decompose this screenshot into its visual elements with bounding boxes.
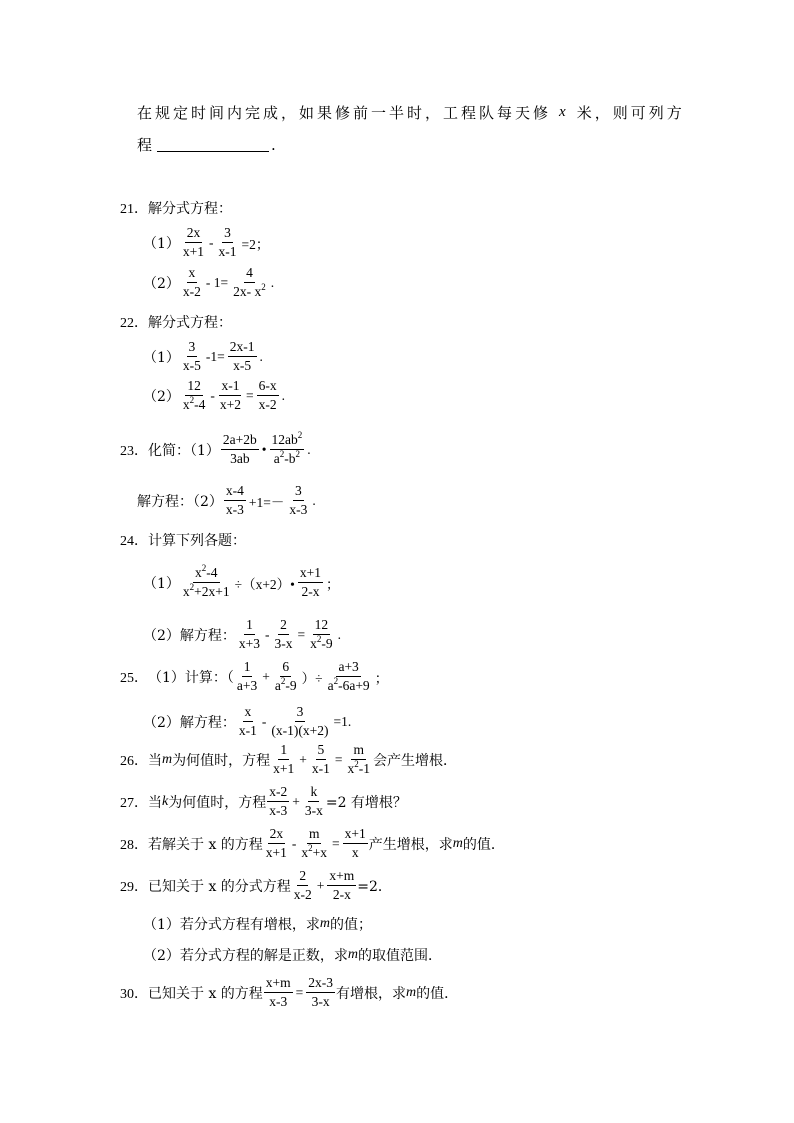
- operator: ）÷: [301, 670, 323, 686]
- text: 已知关于 x 的方程: [148, 985, 263, 1002]
- q21-part1: [143, 225, 271, 260]
- fraction: $\frac{m}{x^2+x}$: [301, 826, 328, 860]
- fraction: $\frac{1}{x+3}$: [238, 617, 261, 651]
- text: 若解关于 x 的方程: [148, 836, 263, 853]
- end: .: [270, 274, 275, 290]
- text: 当: [148, 752, 162, 769]
- end: .: [312, 492, 316, 508]
- answer-blank: [157, 137, 269, 152]
- intro-text-end: 米，则可列方: [576, 104, 685, 122]
- operator: -: [261, 713, 267, 729]
- operator: +: [316, 877, 325, 893]
- q21-part2: [143, 265, 276, 300]
- operator: ÷（x+2）•: [234, 576, 295, 592]
- q22-part2: [143, 378, 287, 413]
- part-label: （2）: [143, 275, 180, 292]
- operator: •: [261, 441, 267, 457]
- question-number: 25．: [120, 670, 148, 686]
- text: 当: [148, 794, 162, 811]
- fraction: $\frac{x}{x-1}$: [238, 704, 257, 738]
- fraction: $\frac{12}{x^2-4}$: [182, 378, 206, 412]
- fraction: $\frac{2x}{x+1}$: [265, 826, 287, 860]
- question-number: 27．: [120, 795, 148, 811]
- operator: =: [295, 984, 304, 1000]
- part-label: （2）: [143, 388, 180, 405]
- fraction: $\frac{x+m}{2-x}$: [329, 868, 355, 902]
- fraction: $\frac{x-1}{x+2}$: [219, 378, 242, 412]
- fraction: $\frac{6-x}{x-2}$: [258, 378, 277, 412]
- text: （1）若分式方程有增根，求: [143, 917, 320, 933]
- operator: -: [291, 835, 297, 851]
- fraction: $\frac{3}{x-1}$: [218, 225, 237, 259]
- operator: - 1=: [205, 274, 229, 290]
- fraction: $\frac{6}{a^2-9}$: [274, 659, 297, 693]
- question-number: 28．: [120, 837, 148, 853]
- operator: =: [334, 751, 343, 767]
- text: 有增根，求: [336, 985, 407, 1002]
- fraction: $\frac{2x-1}{x-5}$: [229, 339, 255, 373]
- q26: [120, 742, 457, 777]
- variable: m: [162, 751, 173, 767]
- text: 的值．: [416, 985, 459, 1002]
- q25-part1: [120, 659, 390, 694]
- q21-title: [120, 198, 232, 218]
- intro-line-1: [137, 102, 685, 123]
- operator: =: [246, 387, 254, 403]
- q22-part1: [143, 339, 265, 374]
- q30: [120, 975, 458, 1010]
- text: =2 有增根？: [325, 794, 407, 811]
- fraction: $\frac{a+3}{a^2-6a+9}$: [327, 659, 370, 693]
- text: 的值．: [462, 836, 505, 853]
- operator: -1=: [205, 348, 225, 364]
- operator: +: [292, 793, 300, 809]
- fraction: $\frac{x+1}{x}$: [344, 826, 366, 860]
- fraction: $\frac{x-4}{x-3}$: [225, 483, 244, 517]
- operator: -: [210, 387, 215, 403]
- part-label: （2）解方程：: [143, 714, 236, 731]
- question-title: 化简：（1）: [148, 442, 220, 459]
- text: 会产生增根．: [373, 752, 457, 769]
- question-title: 解分式方程：: [148, 201, 232, 217]
- operator: +: [262, 668, 270, 684]
- rhs: =2；: [241, 236, 270, 252]
- text: 的取值范围．: [358, 948, 443, 964]
- fraction: $\frac{5}{x-1}$: [311, 742, 330, 776]
- operator: =: [297, 626, 306, 642]
- fraction: $\frac{3}{x-3}$: [289, 483, 308, 517]
- text: 为何值时，方程: [168, 794, 267, 811]
- text: 为何值时，方程: [172, 752, 271, 769]
- part-label: （1）: [143, 349, 180, 366]
- fraction: $\frac{3}{x-5}$: [182, 339, 201, 373]
- end: .: [307, 441, 311, 457]
- question-number: 23．: [120, 443, 148, 459]
- text: 已知关于 x 的分式方程: [148, 878, 291, 895]
- fraction: $\frac{2}{3-x}$: [274, 617, 293, 651]
- q29-sub2: [143, 945, 442, 965]
- text: =2．: [357, 878, 392, 895]
- end: ；: [374, 670, 389, 686]
- operator: +1=－: [248, 494, 285, 510]
- fraction: $\frac{2x-3}{3-x}$: [308, 975, 334, 1009]
- fraction: $\frac{1}{x+1}$: [273, 742, 295, 776]
- fraction: $\frac{4}{2x- x^2}$: [233, 265, 266, 299]
- fraction: $\frac{k}{3-x}$: [304, 784, 323, 818]
- q23-part1: [120, 432, 313, 467]
- intro-var: x: [559, 104, 569, 120]
- question-number: 26．: [120, 753, 148, 769]
- variable: m: [347, 947, 359, 962]
- fraction: $\frac{1}{a+3}$: [236, 659, 258, 693]
- question-title: （1）计算：（: [148, 669, 234, 686]
- variable: k: [162, 793, 169, 809]
- intro-line2-text: 程: [137, 136, 156, 154]
- variable: m: [406, 984, 417, 1000]
- question-number: 29．: [120, 879, 148, 895]
- q29: [120, 868, 392, 903]
- variable: m: [452, 835, 463, 851]
- q25-part2: [143, 704, 353, 739]
- fraction: $\frac{x+m}{x-3}$: [265, 975, 291, 1009]
- part-label: （2）解方程：: [143, 627, 236, 644]
- fraction: $\frac{x-2}{x-3}$: [269, 784, 288, 818]
- fraction: $\frac{x+1}{2-x}$: [299, 565, 322, 599]
- intro-line2-end: .: [271, 135, 279, 154]
- part-label: （1）: [143, 235, 180, 252]
- intro-line-2: [137, 134, 279, 155]
- question-number: 30．: [120, 986, 148, 1002]
- fraction: $\frac{2x}{x+1}$: [182, 225, 205, 259]
- question-title: 计算下列各题：: [148, 533, 246, 549]
- q22-title: [120, 312, 232, 332]
- intro-text: 在规定时间内完成，如果修前一半时，工程队每天修: [137, 104, 552, 122]
- text: （2）若分式方程的解是正数，求: [143, 948, 348, 964]
- q23-part2: [137, 483, 318, 518]
- q24-title: [120, 530, 246, 550]
- question-number: 22．: [120, 316, 148, 331]
- q28: [120, 826, 505, 861]
- operator: =: [332, 835, 340, 851]
- operator: -: [209, 234, 214, 250]
- question-number: 21．: [120, 202, 148, 217]
- text: 的值；: [330, 917, 373, 933]
- fraction: $\frac{3}{(x-1)(x+2)}$: [271, 704, 329, 738]
- text: 产生增根，求: [368, 836, 453, 853]
- end: =1.: [333, 713, 352, 729]
- part-label: （1）: [143, 575, 180, 592]
- q27: [120, 784, 407, 819]
- q24-part2: [143, 617, 343, 652]
- fraction: $\frac{x^2-4}{x^2+2x+1}$: [182, 563, 230, 599]
- part-label: 解方程：（2）: [137, 493, 223, 510]
- fraction: $\frac{2}{x-2}$: [293, 868, 312, 902]
- end: .: [259, 348, 263, 364]
- end: .: [337, 626, 342, 642]
- end: ；: [326, 576, 340, 592]
- variable: m: [319, 916, 331, 931]
- q24-part1: [143, 565, 342, 600]
- end: .: [281, 387, 286, 403]
- fraction: $\frac{12ab^2}{a^2-b^2}$: [271, 430, 303, 466]
- question-number: 24．: [120, 534, 148, 549]
- fraction: $\frac{x}{x-2}$: [182, 265, 201, 299]
- operator: +: [299, 751, 307, 767]
- fraction: $\frac{12}{x^2-9}$: [310, 617, 333, 651]
- question-title: 解分式方程：: [148, 315, 232, 331]
- operator: -: [265, 626, 270, 642]
- fraction: $\frac{m}{x^2-1}$: [347, 742, 370, 776]
- q29-sub1: [143, 914, 372, 934]
- fraction: $\frac{2a+2b}{3ab}$: [222, 432, 257, 466]
